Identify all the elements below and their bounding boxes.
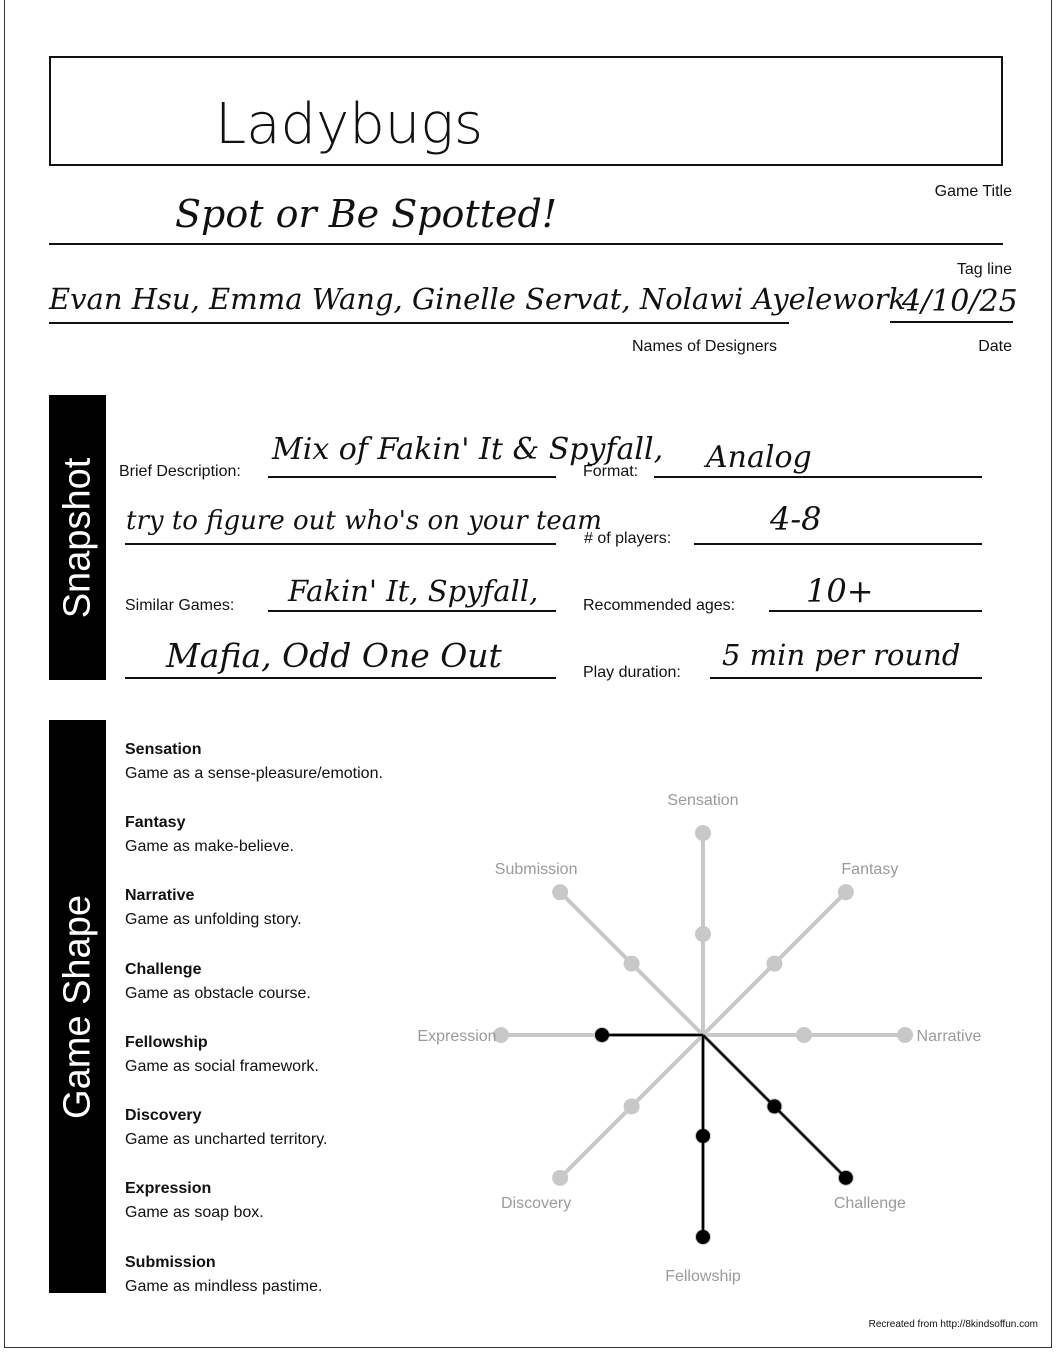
brief-description-line2: try to figure out who's on your team — [126, 506, 602, 536]
shape-item-name: Narrative — [125, 887, 195, 904]
date-label: Date — [978, 338, 1012, 355]
shape-item-desc: Game as uncharted territory. — [125, 1131, 328, 1148]
play-duration-underline — [710, 677, 982, 679]
radar-tick-submission-1 — [624, 956, 640, 972]
shape-item-desc: Game as social framework. — [125, 1058, 319, 1075]
recommended-ages-label: Recommended ages: — [583, 597, 736, 614]
date-underline — [890, 321, 1013, 323]
shape-item-sensation — [125, 741, 383, 783]
shape-item-fantasy — [125, 814, 294, 856]
shape-item-desc: Game as mindless pastime. — [125, 1278, 323, 1295]
game-shape-sidebar — [49, 720, 106, 1293]
radar-mark-challenge-1 — [767, 1099, 781, 1113]
game-shape-heading: Game Shape — [56, 894, 98, 1119]
brief-description-underline1 — [268, 476, 556, 478]
tag-line-label: Tag line — [956, 261, 1012, 278]
radar-label-challenge: Challenge — [833, 1194, 906, 1212]
game-shape-radar — [400, 780, 982, 1290]
play-duration-label: Play duration: — [583, 664, 681, 681]
radar-label-fantasy: Fantasy — [841, 861, 899, 879]
radar-mark-expression-1 — [595, 1028, 609, 1042]
shape-item-name: Fantasy — [125, 814, 186, 831]
play-duration-value: 5 min per round — [722, 638, 961, 672]
shape-item-desc: Game as unfolding story. — [125, 911, 302, 928]
footer-credit: Recreated from http://8kindsoffun.com — [868, 1319, 1038, 1330]
shape-item-name: Fellowship — [125, 1034, 208, 1051]
shape-item-name: Submission — [125, 1254, 216, 1271]
tag-line-underline — [49, 243, 1003, 245]
radar-label-submission: Submission — [494, 861, 578, 879]
game-title-label: Game Title — [934, 183, 1012, 200]
shape-item-desc: Game as soap box. — [125, 1204, 264, 1221]
similar-games-line2: Mafia, Odd One Out — [166, 636, 502, 675]
game-title-value: Ladybugs — [215, 92, 484, 157]
shape-item-submission — [125, 1254, 322, 1296]
shape-item-name: Expression — [125, 1180, 212, 1197]
radar-mark-challenge-2 — [839, 1171, 853, 1185]
radar-label-sensation: Sensation — [667, 792, 739, 809]
shape-item-challenge — [125, 961, 311, 1003]
brief-description-line1: Mix of Fakin' It & Spyfall, — [272, 432, 664, 467]
shape-item-fellowship — [125, 1034, 319, 1076]
designers-label: Names of Designers — [632, 338, 777, 355]
radar-tick-fantasy-2 — [838, 884, 854, 900]
shape-item-desc: Game as a sense-pleasure/emotion. — [125, 765, 383, 782]
tag-line-value: Spot or Be Spotted! — [175, 192, 558, 236]
radar-tick-submission-2 — [552, 884, 568, 900]
radar-mark-fellowship-1 — [696, 1129, 710, 1143]
designers-underline — [49, 322, 789, 324]
shape-item-name: Sensation — [125, 741, 202, 758]
similar-games-underline1 — [268, 610, 556, 612]
radar-tick-fantasy-1 — [766, 956, 782, 972]
recommended-ages-underline — [769, 610, 982, 612]
shape-item-discovery — [125, 1107, 327, 1149]
snapshot-heading: Snapshot — [56, 457, 98, 618]
players-label: # of players: — [584, 530, 672, 547]
shape-item-name: Challenge — [125, 961, 202, 978]
radar-label-fellowship: Fellowship — [665, 1268, 741, 1285]
radar-marks — [595, 1028, 853, 1244]
radar-tick-sensation-1 — [695, 926, 711, 942]
similar-games-underline2 — [125, 677, 556, 679]
brief-description-label: Brief Description: — [119, 463, 241, 480]
radar-mark-fellowship-2 — [696, 1230, 710, 1244]
radar-label-narrative: Narrative — [916, 1028, 982, 1045]
shape-item-expression — [125, 1180, 264, 1222]
shape-item-name: Discovery — [125, 1107, 202, 1124]
format-label: Format: — [583, 463, 639, 480]
players-underline — [694, 543, 982, 545]
radar-tick-sensation-2 — [695, 825, 711, 841]
shape-item-desc: Game as obstacle course. — [125, 985, 311, 1002]
date-value: 4/10/25 — [902, 284, 1018, 319]
radar-tick-narrative-2 — [897, 1027, 913, 1043]
shape-item-desc: Game as make-believe. — [125, 838, 294, 855]
brief-description-underline2 — [125, 543, 556, 545]
radar-label-expression: Expression — [417, 1028, 497, 1045]
game-title-box — [49, 56, 1003, 166]
format-value: Analog — [706, 440, 812, 475]
format-underline — [654, 476, 982, 478]
designers-value: Evan Hsu, Emma Wang, Ginelle Servat, Nolawi Ayelework — [49, 282, 907, 316]
radar-tick-discovery-1 — [624, 1098, 640, 1114]
shape-item-narrative — [125, 887, 302, 929]
similar-games-line1: Fakin' It, Spyfall, — [288, 574, 539, 608]
radar-label-discovery: Discovery — [501, 1194, 572, 1212]
snapshot-sidebar — [49, 395, 106, 680]
radar-tick-discovery-2 — [552, 1170, 568, 1186]
similar-games-label: Similar Games: — [125, 597, 235, 614]
radar-tick-narrative-1 — [796, 1027, 812, 1043]
recommended-ages-value: 10+ — [806, 572, 874, 610]
players-value: 4-8 — [770, 500, 822, 538]
